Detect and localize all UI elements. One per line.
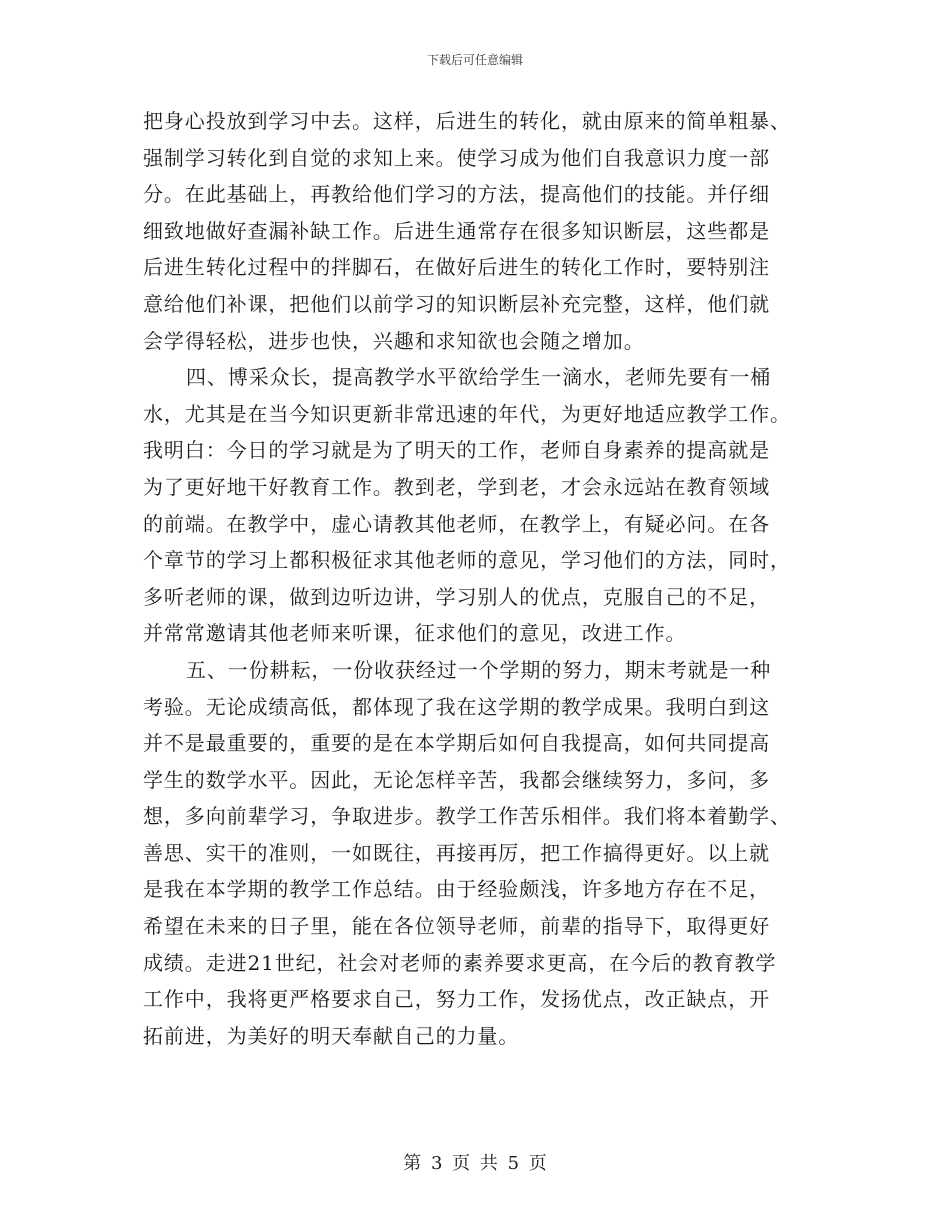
body-line: 多听老师的课，做到边听边讲，学习别人的优点，克服自己的不足， <box>143 584 770 609</box>
body-line: 希望在未来的日子里，能在各位领导老师，前辈的指导下，取得更好 <box>143 914 770 939</box>
body-line: 细致地做好查漏补缺工作。后进生通常存在很多知识断层，这些都是 <box>143 218 770 243</box>
body-line: 工作中，我将更严格要求自己，努力工作，发扬优点，改正缺点，开 <box>143 987 770 1012</box>
body-line: 后进生转化过程中的拌脚石，在做好后进生的转化工作时，要特别注 <box>143 255 770 280</box>
body-line: 我明白：今日的学习就是为了明天的工作，老师自身素养的提高就是 <box>143 438 770 463</box>
body-line: 会学得轻松，进步也快，兴趣和求知欲也会随之增加。 <box>143 328 645 353</box>
body-line: 个章节的学习上都积极征求其他老师的意见，学习他们的方法，同时， <box>143 548 791 573</box>
body-line: 强制学习转化到自觉的求知上来。使学习成为他们自我意识力度一部 <box>143 145 770 170</box>
body-line: 是我在本学期的教学工作总结。由于经验颇浅，许多地方存在不足， <box>143 877 770 902</box>
page-number-footer: 第 3 页 共 5 页 <box>403 1153 547 1174</box>
page-header: 下载后可任意编辑 <box>426 53 523 67</box>
body-line: 意给他们补课，把他们以前学习的知识断层补充完整，这样，他们就 <box>143 291 770 316</box>
body-line: 为了更好地干好教育工作。教到老，学到老，才会永远站在教育领域 <box>143 474 770 499</box>
body-line: 的前端。在教学中，虚心请教其他老师，在教学上，有疑必问。在各 <box>143 511 770 536</box>
body-line: 拓前进，为美好的明天奉献自己的力量。 <box>143 1023 520 1048</box>
body-line: 学生的数学水平。因此，无论怎样辛苦，我都会继续努力，多问，多 <box>143 767 770 792</box>
body-line: 并常常邀请其他老师来听课，征求他们的意见，改进工作。 <box>143 621 687 646</box>
body-line: 想，多向前辈学习，争取进步。教学工作苦乐相伴。我们将本着勤学、 <box>143 804 791 829</box>
paragraph-start-line: 五、一份耕耘，一份收获经过一个学期的努力，期末考就是一种 <box>186 657 772 682</box>
body-line: 并不是最重要的，重要的是在本学期后如何自我提高，如何共同提高 <box>143 731 770 756</box>
body-line: 善思、实干的准则，一如既往，再接再厉，把工作搞得更好。以上就 <box>143 840 770 865</box>
body-line: 考验。无论成绩高低，都体现了我在这学期的教学成果。我明白到这 <box>143 694 770 719</box>
body-line: 把身心投放到学习中去。这样，后进生的转化，就由原来的简单粗暴、 <box>143 109 791 133</box>
body-line: 水，尤其是在当今知识更新非常迅速的年代，为更好地适应教学工作。 <box>143 401 791 426</box>
body-line: 成绩。走进21世纪，社会对老师的素养要求更高，在今后的教育教学 <box>143 950 777 975</box>
paragraph-start-line: 四、博采众长，提高教学水平欲给学生一滴水，老师先要有一桶 <box>186 365 772 390</box>
body-line: 分。在此基础上，再教给他们学习的方法，提高他们的技能。并仔细 <box>143 182 770 207</box>
document-body <box>143 103 813 1054</box>
